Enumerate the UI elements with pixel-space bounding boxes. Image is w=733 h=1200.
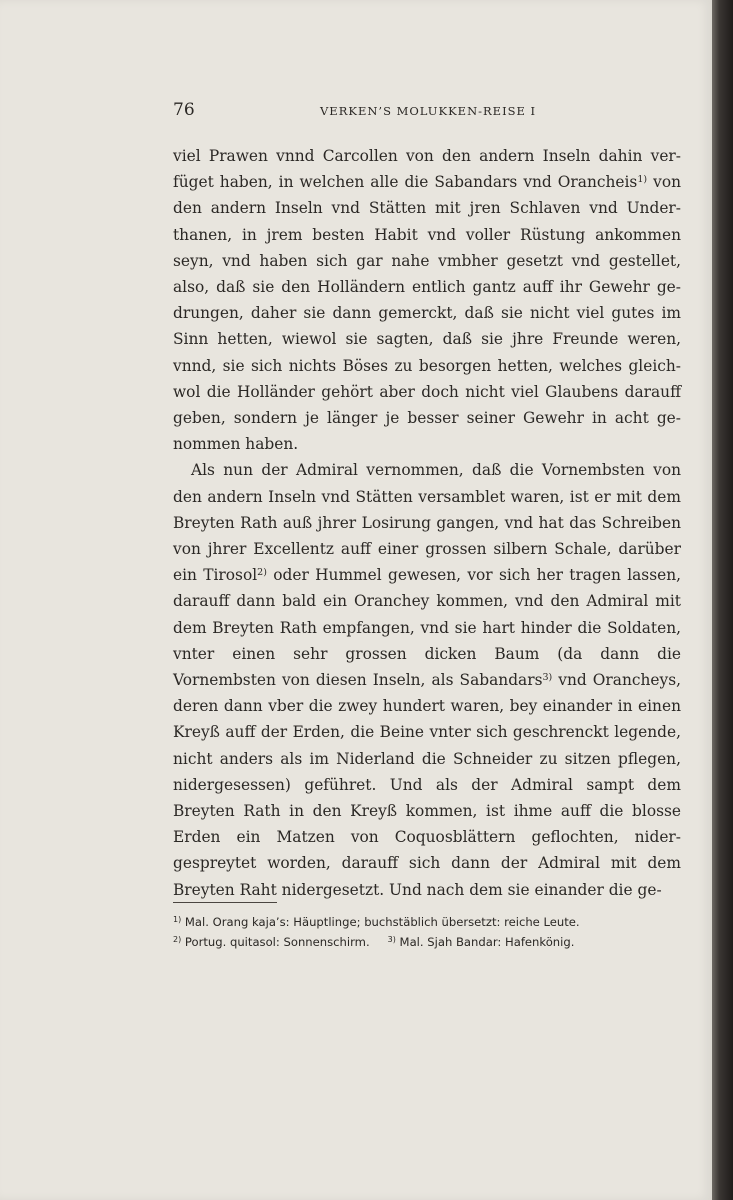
footnote-2-mark: 2) [173, 935, 182, 944]
paragraph-1-text-b: von den andern Inseln vnd Stätten mit jren Schlaven vnd Underthanen, in jrem besten Habit vnd voller Rüstung ankommen seyn, vnd haben sich gar nahe vmbher gesetzt vnd gestellet, also, daß sie den Holländern entlich gantz auff ihr Gewehr gedrungen, daher sie dann gemerckt, daß sie nicht viel gutes im Sinn hetten, wiewol sie sagten, daß sie jhre Freunde weren, vnnd, sie sich nichts Böses zu besorgen hetten, welches gleichwol die Holländer gehört aber doch nicht viel Glaubens darauff geben, sondern je länger je besser seiner Gewehr in acht genommen haben. [173, 173, 681, 454]
paragraph-1 [173, 143, 681, 457]
footnote-divider [173, 902, 277, 903]
footnote-ref-2: 2) [257, 567, 267, 579]
footnote-2-text: Portug. quitasol: Sonnenschirm. [181, 935, 370, 949]
footnote-3-text: Mal. Sjah Bandar: Hafenkönig. [395, 935, 575, 949]
footnote-line-2 [173, 932, 681, 952]
paragraph-2-text-a: Als nun der Admiral vernommen, daß die Vornembsten von den andern Inseln vnd Stätten versamblet waren, ist er mit dem Breyten Rath auß jhrer Losirung gangen, vnd hat das Schreiben von jhrer Excellentz auff einer grossen silbern Schale, darüber ein Tirosol [173, 461, 681, 585]
footnotes [173, 912, 681, 952]
paragraph-2-text-c: vnd Orancheys, deren dann vber die zwey hundert waren, bey einander in einen Kreyß auff der Erden, die Beine vnter sich geschrenckt legende, nicht anders als im Niderland die Schneider zu sitzen pflegen, nidergesessen) geführet. Und als der Admiral sampt dem Breyten Rath in den Kreyß kommen, ist ihme auff die blosse Erden ein Matzen von Coquosblättern geflochten, nidergespreytet worden, darauff sich dann der Admiral mit dem Breyten Raht nidergesetzt. Und nach dem sie einander die ge- [173, 671, 681, 899]
running-title: VERKEN’S MOLUKKEN-REISE I [320, 104, 537, 118]
page-number: 76 [173, 100, 195, 120]
footnote-ref-3: 3) [542, 672, 553, 684]
paragraph-1-text-a: viel Prawen vnnd Carcollen von den andern Inseln dahin verfüget haben, in welchen alle die Sabandars vnd Orancheis [173, 147, 681, 192]
paragraph-2 [173, 457, 681, 902]
page-header [173, 100, 681, 126]
paragraph-2-text-b: oder Hummel gewesen, vor sich her tragen lassen, darauff dann bald ein Oranchey kommen, vnd den Admiral mit dem Breyten Rath empfangen, vnd sie hart hinder die Soldaten, vnter einen sehr grossen dicken Baum (da dann die Vornembsten von diesen Inseln, als Sabandars [173, 566, 681, 690]
footnote-3-mark: 3) [387, 935, 396, 944]
body-text [173, 143, 681, 903]
book-spine-shadow [712, 0, 733, 1200]
footnote-1-text: Mal. Orang kaja’s: Häuptlinge; buchstäblich übersetzt: reiche Leute. [181, 915, 580, 929]
footnote-ref-1: 1) [637, 174, 648, 186]
footnote-1-mark: 1) [173, 915, 182, 924]
footnote-1 [173, 912, 681, 932]
